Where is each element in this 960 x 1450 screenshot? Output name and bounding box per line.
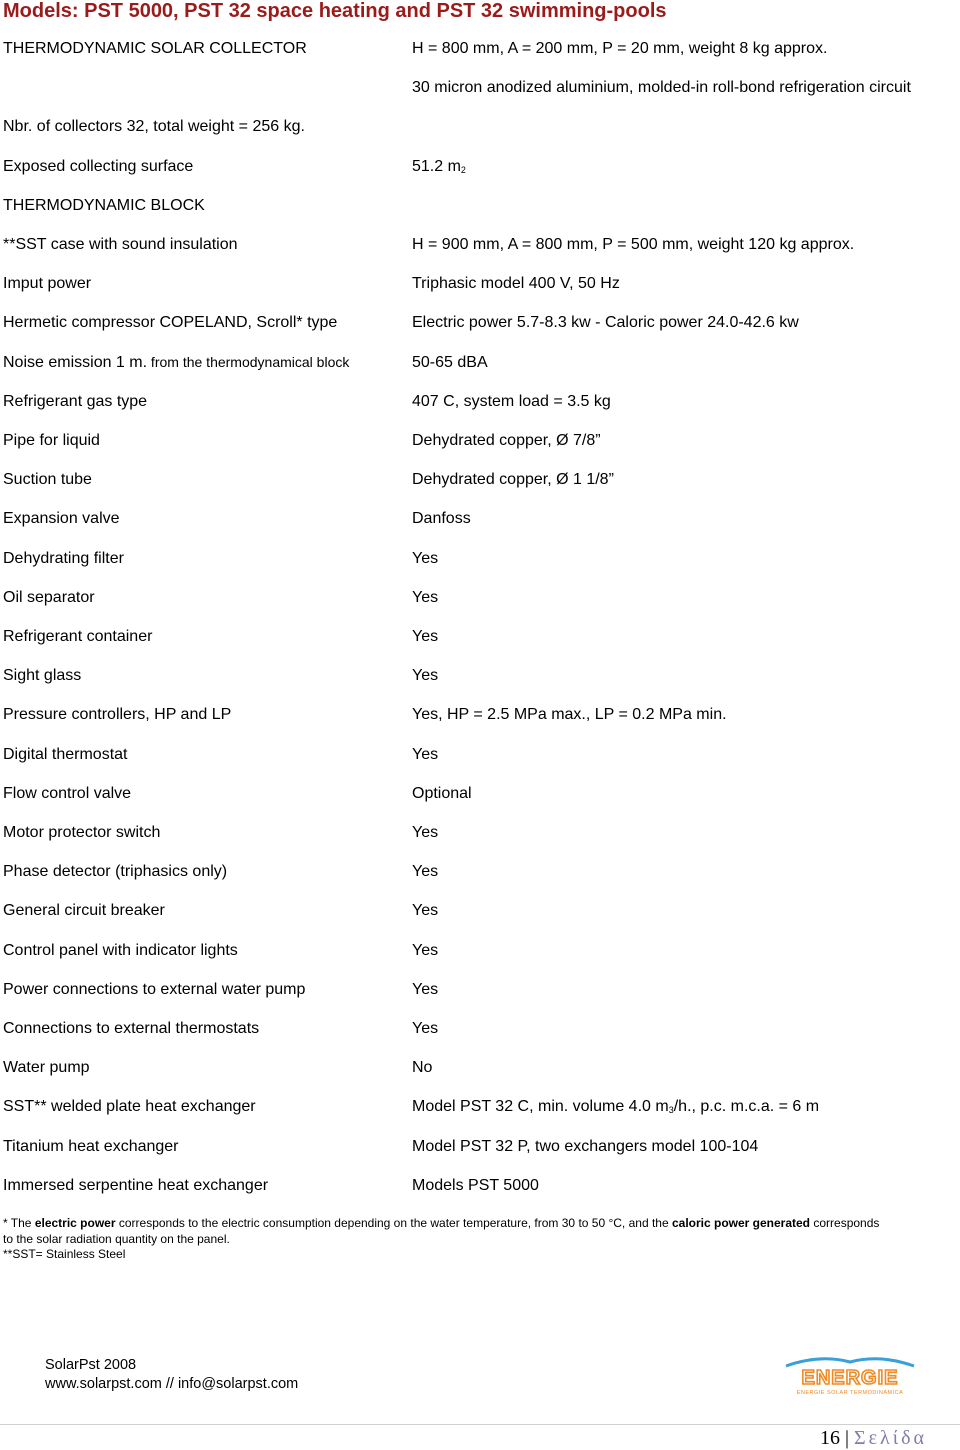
spec-value: 51.2 m2 bbox=[412, 157, 466, 175]
spec-value: Yes bbox=[412, 549, 439, 567]
spec-value: Yes bbox=[412, 745, 439, 763]
footnotes bbox=[3, 1216, 903, 1263]
spec-label: Immersed serpentine heat exchanger bbox=[3, 1176, 269, 1194]
spec-label: Connections to external thermostats bbox=[3, 1020, 260, 1037]
spec-row bbox=[0, 1059, 960, 1085]
spec-label: Control panel with indicator lights bbox=[3, 941, 238, 959]
spec-value: Yes bbox=[412, 667, 439, 685]
spec-value: Models PST 5000 bbox=[412, 1176, 539, 1194]
spec-label: General circuit breaker bbox=[3, 902, 165, 920]
spec-label: SST** welded plate heat exchanger bbox=[3, 1098, 256, 1116]
spec-value: Model PST 32 P, two exchangers model 100-104 bbox=[412, 1137, 759, 1155]
spec-label: Refrigerant container bbox=[3, 628, 153, 645]
spec-row bbox=[0, 354, 960, 380]
spec-value: Yes, HP = 2.5 MPa max., LP = 0.2 MPa min. bbox=[412, 706, 727, 724]
spec-value: No bbox=[412, 1059, 433, 1077]
spec-row bbox=[0, 863, 960, 889]
spec-value: Yes bbox=[412, 1020, 439, 1037]
spec-row bbox=[0, 902, 960, 928]
spec-label: Sight glass bbox=[3, 667, 82, 685]
spec-row bbox=[0, 236, 960, 262]
spec-label: Pipe for liquid bbox=[3, 432, 100, 449]
spec-value: Optional bbox=[412, 784, 472, 802]
spec-row bbox=[0, 667, 960, 693]
spec-label: Pressure controllers, HP and LP bbox=[3, 706, 232, 724]
spec-label: Imput power bbox=[3, 275, 92, 293]
footnote-line-3: **SST= Stainless Steel bbox=[3, 1247, 126, 1261]
spec-value: 50-65 dBA bbox=[412, 353, 488, 371]
spec-label: Water pump bbox=[3, 1059, 90, 1077]
spec-value: 30 micron anodized aluminium, molded-in roll-bond refrigeration circuit bbox=[412, 79, 911, 97]
spec-row bbox=[0, 432, 960, 458]
spec-row bbox=[0, 628, 960, 654]
footnote-line-2: to the solar radiation quantity on the panel. bbox=[3, 1231, 230, 1246]
logo-wordmark: ENERGIE bbox=[801, 1367, 899, 1389]
spec-row bbox=[0, 1138, 960, 1164]
spec-value: Yes bbox=[412, 980, 439, 998]
spec-label: Hermetic compressor COPELAND, Scroll* type bbox=[3, 314, 338, 332]
spec-value: Danfoss bbox=[412, 510, 471, 528]
spec-row bbox=[0, 785, 960, 811]
spec-row bbox=[0, 393, 960, 419]
logo-subtitle: ENERGIE SOLAR TERMODINÁMICA bbox=[796, 1390, 904, 1396]
spec-row bbox=[0, 79, 960, 105]
spec-value: 407 C, system load = 3.5 kg bbox=[412, 392, 611, 410]
spec-row bbox=[0, 40, 960, 66]
spec-label: Noise emission 1 m. from the thermodynamical block bbox=[3, 353, 350, 371]
spec-label: THERMODYNAMIC SOLAR COLLECTOR bbox=[3, 40, 307, 57]
spec-value: Yes bbox=[412, 628, 439, 645]
spec-row bbox=[0, 510, 960, 536]
footer-divider bbox=[0, 1424, 960, 1425]
spec-label: Exposed collecting surface bbox=[3, 157, 194, 175]
spec-label: Suction tube bbox=[3, 471, 92, 489]
spec-row bbox=[0, 197, 960, 223]
spec-value: Triphasic model 400 V, 50 Hz bbox=[412, 275, 620, 293]
spec-label: Dehydrating filter bbox=[3, 549, 124, 567]
spec-row bbox=[0, 746, 960, 772]
spec-row bbox=[0, 1098, 960, 1124]
spec-value: H = 900 mm, A = 800 mm, P = 500 mm, weight 120 kg approx. bbox=[412, 236, 855, 253]
spec-row bbox=[0, 550, 960, 576]
spec-row bbox=[0, 1020, 960, 1046]
spec-value: Yes bbox=[412, 941, 439, 959]
spec-value: Dehydrated copper, Ø 1 1/8” bbox=[412, 471, 614, 489]
spec-label: THERMODYNAMIC BLOCK bbox=[3, 196, 205, 214]
spec-label: Oil separator bbox=[3, 588, 95, 606]
spec-label: Power connections to external water pump bbox=[3, 980, 306, 998]
spec-label: Flow control valve bbox=[3, 784, 132, 802]
spec-row bbox=[0, 471, 960, 497]
spec-label: Titanium heat exchanger bbox=[3, 1137, 179, 1155]
page-number: 16 | Σελίδα bbox=[820, 1427, 928, 1449]
spec-row bbox=[0, 314, 960, 340]
spec-row bbox=[0, 706, 960, 732]
footer-contact bbox=[45, 1356, 298, 1394]
spec-value: Electric power 5.7-8.3 kw - Caloric power 24.0-42.6 kw bbox=[412, 314, 799, 332]
spec-label: Motor protector switch bbox=[3, 824, 161, 841]
spec-value: H = 800 mm, A = 200 mm, P = 20 mm, weight 8 kg approx. bbox=[412, 40, 828, 57]
page-title: Models: PST 5000, PST 32 space heating and PST 32 swimming-pools bbox=[3, 0, 667, 22]
spec-row bbox=[0, 981, 960, 1007]
spec-row bbox=[0, 824, 960, 850]
spec-row bbox=[0, 1177, 960, 1203]
spec-row bbox=[0, 942, 960, 968]
spec-row bbox=[0, 158, 960, 184]
spec-label: Nbr. of collectors 32, total weight = 256 kg. bbox=[3, 118, 305, 136]
footnote-line-1: * The electric power corresponds to the electric consumption depending on the water temperature, from 30 to 50 °C, and the caloric power generated corresponds bbox=[3, 1216, 880, 1230]
spec-label: Digital thermostat bbox=[3, 745, 128, 763]
spec-row bbox=[0, 118, 960, 144]
spec-value: Model PST 32 C, min. volume 4.0 m3/h., p.c. m.c.a. = 6 m bbox=[412, 1098, 820, 1116]
spec-value: Yes bbox=[412, 588, 439, 606]
spec-value: Yes bbox=[412, 824, 439, 841]
spec-label: **SST case with sound insulation bbox=[3, 236, 238, 253]
spec-value: Dehydrated copper, Ø 7/8” bbox=[412, 432, 601, 449]
footer-website[interactable]: www.solarpst.com // info@solarpst.com bbox=[45, 1376, 299, 1392]
spec-label: Phase detector (triphasics only) bbox=[3, 863, 228, 881]
energie-logo bbox=[780, 1352, 920, 1398]
spec-label: Expansion valve bbox=[3, 510, 120, 528]
footer-company: SolarPst 2008 bbox=[45, 1357, 137, 1373]
spec-value: Yes bbox=[412, 902, 439, 920]
spec-row bbox=[0, 589, 960, 615]
spec-row bbox=[0, 275, 960, 301]
spec-value: Yes bbox=[412, 863, 439, 881]
logo-wave-icon bbox=[786, 1359, 914, 1366]
spec-label: Refrigerant gas type bbox=[3, 392, 148, 410]
